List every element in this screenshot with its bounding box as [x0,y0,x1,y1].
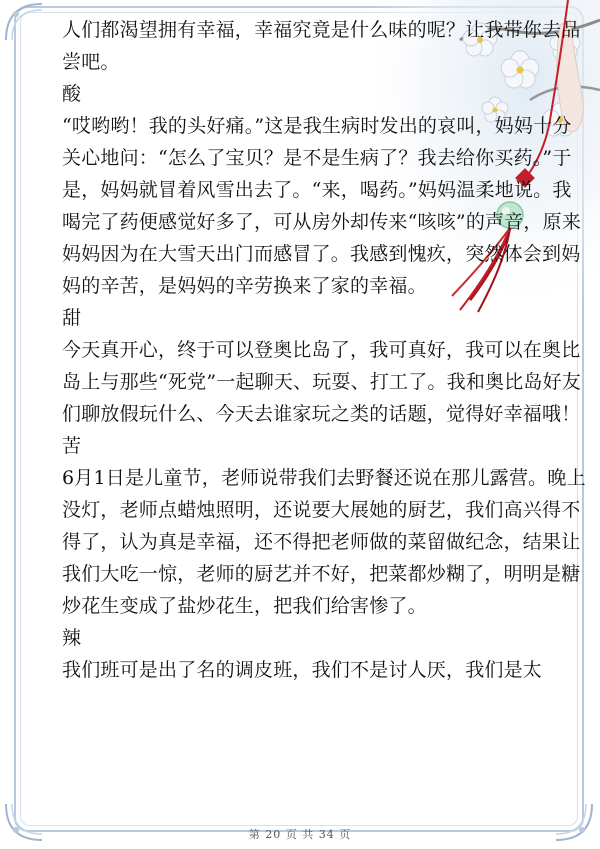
section-heading: 甜 [62,307,82,329]
section-heading: 苦 [62,435,82,457]
page-number-footer: 第 20 页 共 34 页 [248,828,352,841]
section-heading: 辣 [62,627,82,649]
paragraph: 6月1日是儿童节，老师说带我们去野餐还说在那儿露营。晚上没灯，老师点蜡烛照明，还说要大展她的厨艺，我们高兴得不得了，认为真是幸福，还不得把老师做的菜留做纪念，结果让我们大吃一惊，老师的厨艺并不好，把菜都炒糊了，明明是糖炒花生变成了盐炒花生，把我们给害惨了。 [62,467,586,617]
paragraph: 今天真开心，终于可以登奥比岛了，我可真好，我可以在奥比岛上与那些“死党”一起聊天、玩耍、打工了。我和奥比岛好友们聊放假玩什么、今天去谁家玩之类的话题，觉得好幸福哦！ [62,339,582,425]
corner-ornament-icon [2,0,46,44]
paragraph: 我们班可是出了名的调皮班，我们不是讨人厌，我们是太 [62,659,543,681]
paragraph: “哎哟哟！我的头好痛。”这是我生病时发出的哀叫，妈妈十分关心地问：“怎么了宝贝？是不是生病了？我去给你买药。”于是，妈妈就冒着风雪出去了。“来，喝药。”妈妈温柔地说。我喝完了药便感觉好多了，可从房外却传来“咳咳”的声音，原来妈妈因为在大雪天出门而感冒了。我感到愧疚，突然体会到妈妈的辛苦，是妈妈的辛劳换来了家的幸福。 [62,115,582,297]
article-body [62,14,588,686]
section-heading: 酸 [62,83,82,105]
paragraph: 人们都渴望拥有幸福，幸福究竟是什么味的呢？让我带你去品尝吧。 [62,19,581,73]
